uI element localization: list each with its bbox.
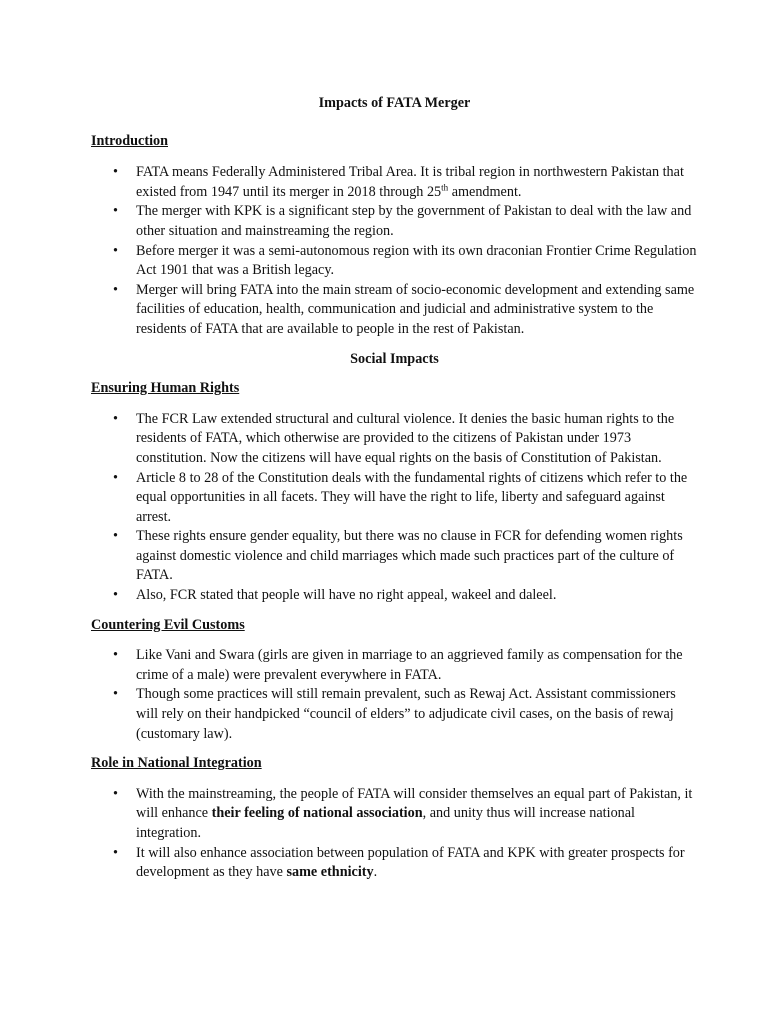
evil-customs-heading: Countering Evil Customs bbox=[91, 616, 245, 633]
document-title: Impacts of FATA Merger bbox=[318, 95, 471, 111]
human-rights-list bbox=[91, 410, 698, 606]
bullet-icon: • bbox=[113, 242, 118, 259]
list-item: • Before merger it was a semi-autonomous region with its own draconian Frontier Crime Regulation Act 1901 that was a British legacy. bbox=[113, 242, 697, 279]
bullet-icon: • bbox=[113, 528, 118, 545]
bullet-icon: • bbox=[113, 587, 118, 604]
list-item: • With the mainstreaming, the people of FATA will consider themselves an equal part of Pakistan, it will enhance their feeling of national association, and unity thus will increase national integration. bbox=[113, 785, 693, 841]
bullet-icon: • bbox=[113, 281, 118, 298]
bullet-icon: • bbox=[113, 203, 118, 220]
list-item: • Merger will bring FATA into the main stream of socio-economic development and extending same facilities of education, health, communication and judicial and administrative system to the residents of FATA that are available to people in the rest of Pakistan. bbox=[113, 281, 695, 337]
bullet-icon: • bbox=[113, 647, 118, 664]
bullet-icon: • bbox=[113, 785, 118, 802]
list-item: • It will also enhance association between population of FATA and KPK with greater prospects for development as they have same ethnicity. bbox=[113, 844, 685, 881]
emphasis-text: their feeling of national association bbox=[211, 805, 423, 822]
national-integration-heading: Role in National Integration bbox=[91, 755, 262, 772]
list-item: • Though some practices will still remain prevalent, such as Rewaj Act. Assistant commissioners will rely on their handpicked “council of elders” to adjudicate civil cases, on the basis of rewaj (customary law). bbox=[113, 686, 676, 742]
bullet-icon: • bbox=[113, 686, 118, 703]
list-item: • Also, FCR stated that people will have no right appeal, wakeel and daleel. bbox=[91, 586, 698, 606]
national-integration-list bbox=[91, 785, 698, 883]
bullet-icon: • bbox=[113, 410, 118, 427]
evil-customs-list bbox=[91, 646, 698, 744]
social-impacts-heading: Social Impacts bbox=[350, 350, 439, 367]
human-rights-heading: Ensuring Human Rights bbox=[91, 380, 240, 397]
emphasis-text: same ethnicity bbox=[286, 864, 374, 881]
introduction-heading: Introduction bbox=[91, 132, 168, 149]
bullet-icon: • bbox=[113, 164, 118, 181]
list-item: • Like Vani and Swara (girls are given in marriage to an aggrieved family as compensation for the crime of a male) were prevalent everywhere in FATA. bbox=[113, 647, 683, 683]
bullet-icon: • bbox=[113, 844, 118, 861]
introduction-list bbox=[91, 163, 698, 339]
list-item: • The FCR Law extended structural and cultural violence. It denies the basic human rights to the residents of FATA, which otherwise are provided to the citizens of Pakistan under 1973 constitution. Now the citizens will have equal rights on the basis of Constitution of Pakistan. bbox=[113, 410, 675, 466]
list-item: • Article 8 to 28 of the Constitution deals with the fundamental rights of citizens which refer to the equal opportunities in all facets. They will have the right to life, liberty and safeguard against arrest. bbox=[113, 469, 688, 525]
list-item: • FATA means Federally Administered Tribal Area. It is tribal region in northwestern Pakistan that existed from 1947 until its merger in 2018 through 25th amendment. bbox=[113, 164, 684, 200]
list-item: • These rights ensure gender equality, but there was no clause in FCR for defending women rights against domestic violence and child marriages which made such practices part of the culture of FATA. bbox=[113, 528, 683, 584]
bullet-icon: • bbox=[113, 469, 118, 486]
list-item: • The merger with KPK is a significant step by the government of Pakistan to deal with the law and other situation and mainstreaming the region. bbox=[113, 203, 692, 239]
